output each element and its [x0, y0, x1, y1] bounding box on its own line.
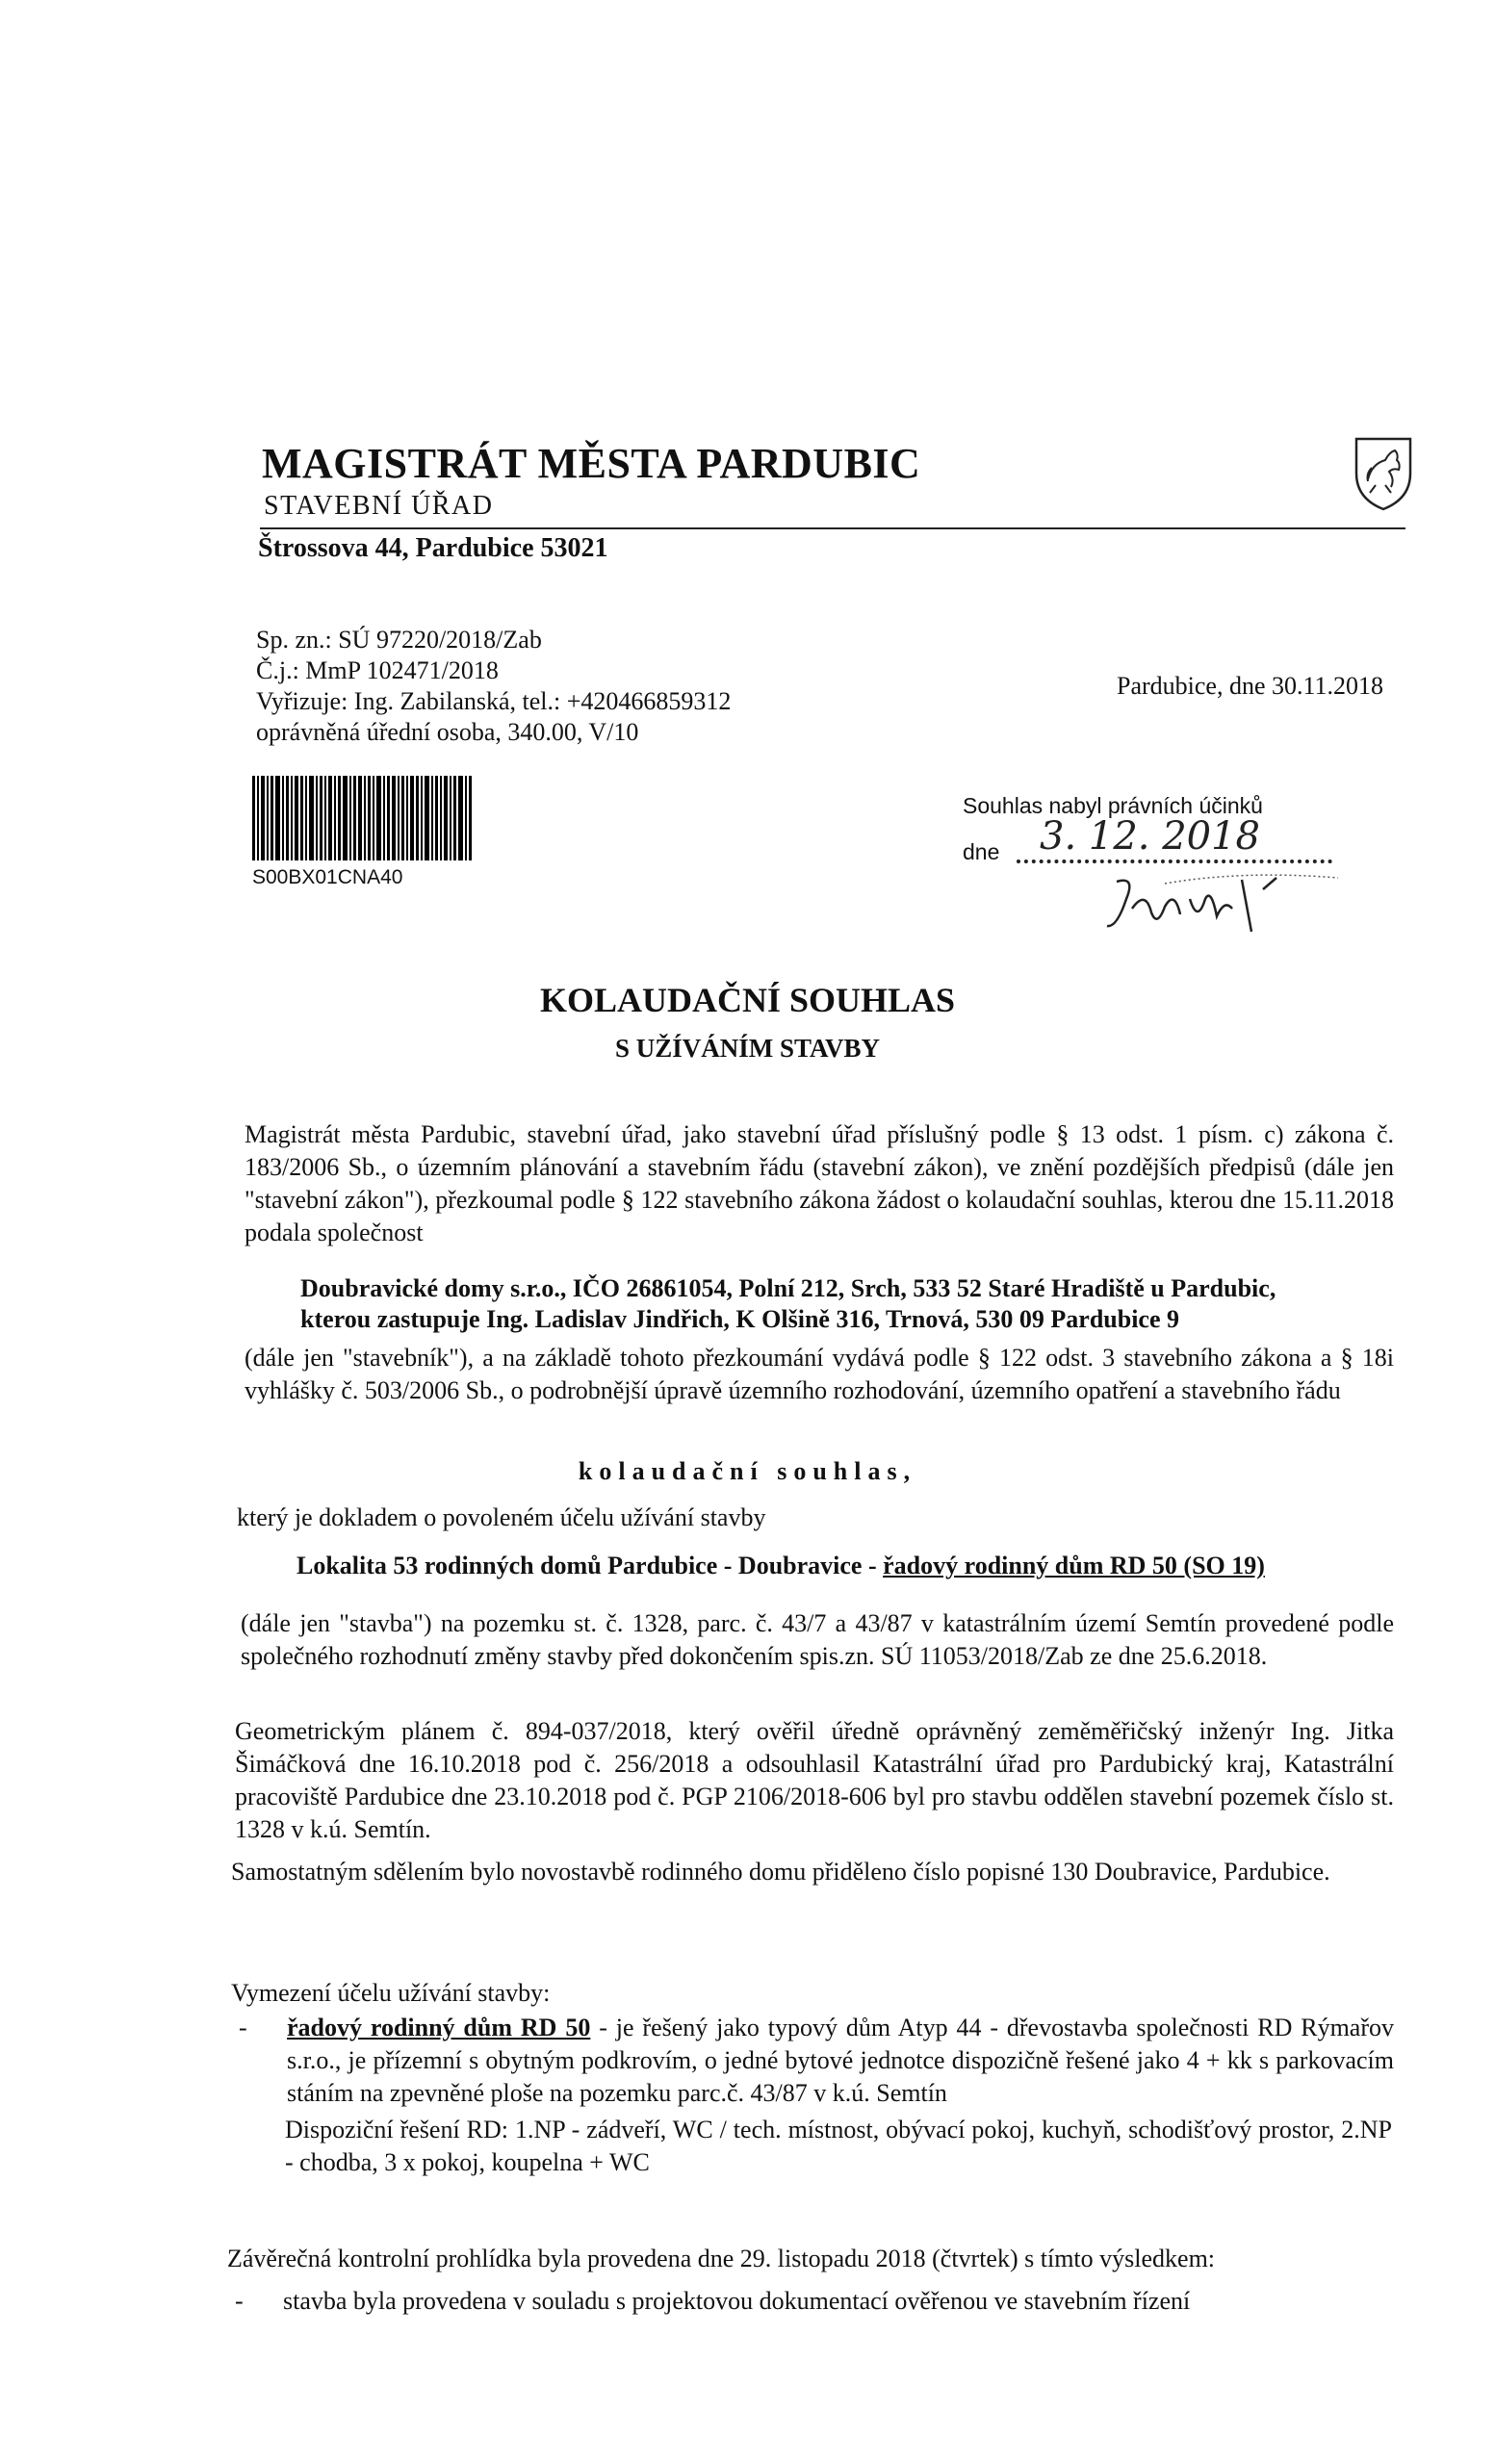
document-title: KOLAUDAČNÍ SOUHLAS: [539, 981, 956, 1019]
paragraph-stavba: (dále jen "stavba") na pozemku st. č. 1328, parc. č. 43/7 a 43/87 v katastrálním území Semtín provedené podle společného rozhodnutí změny stavby před dokončením spis.zn. SÚ 11053/2018/Zab ze dne 25.6.2018.: [241, 1609, 1394, 1670]
horse-coat-of-arms-icon: [1353, 435, 1414, 512]
header-org: MAGISTRÁT MĚSTA PARDUBIC: [262, 440, 921, 487]
ref-vyrizuje: Vyřizuje: Ing. Zabilanská, tel.: +420466859312: [256, 687, 732, 715]
stamp-dne-label: dne: [963, 839, 1000, 864]
bullet-marker: -: [235, 2287, 244, 2315]
building-type: řadový rodinný dům RD 50 (SO 19): [883, 1552, 1265, 1579]
result-text: stavba byla provedena v souladu s projektovou dokumentací ověřenou ve stavebním řízení: [283, 2287, 1191, 2315]
ref-spisova-znacka: Sp. zn.: SÚ 97220/2018/Zab: [256, 626, 542, 654]
header-rule: [260, 527, 1405, 529]
paragraph-geometricky-plan: Geometrickým plánem č. 894-037/2018, který ověřil úředně oprávněný zeměměřičský inženýr Ing. Jitka Šimáčková dne 16.10.2018 pod č. 256/2018 a odsouhlasil Katastrální úřad pro Pardubický kraj, Katastrální pracoviště Pardubice dne 23.10.2018 pod č. PGP 2106/2018-606 byl pro stavbu oddělen stavební pozemek číslo st. 1328 v k.ú. Semtín.: [235, 1717, 1394, 1843]
signature-icon: [1097, 870, 1348, 937]
applicant-line-2: kterou zastupuje Ing. Ladislav Jindřich, K Olšině 316, Trnová, 530 09 Pardubice 9: [300, 1305, 1179, 1333]
purpose-description: - je řešený jako typový dům Atyp 44 - dřevostavba společnosti RD Rýmařov s.r.o., je přízemní s obytným podkrovím, o jedné bytové jednotce dispozičně řešené jako 4 + kk s parkovacím stáním na zpevněné ploše na pozemku parc.č. 43/87 v k.ú. Semtín: [287, 2014, 1395, 2107]
purpose-item: [239, 2012, 1395, 2110]
building-name: [296, 1550, 1265, 1582]
document-subtitle: S UŽÍVÁNÍM STAVBY: [614, 1034, 881, 1063]
header-dept: STAVEBNÍ ÚŘAD: [264, 491, 494, 521]
stamp-dotted-line: [1017, 860, 1332, 863]
stamp-date-handwritten: 3. 12. 2018: [1040, 814, 1261, 859]
paragraph-stavebnik: (dále jen "stavebník"), a na základě tohoto přezkoumání vydává podle § 122 odst. 3 stavebního zákona a § 18i vyhlášky č. 503/2006 Sb., o podrobnější úpravě územního rozhodování, územního opatření a stavebního řádu: [245, 1344, 1394, 1404]
place-date: Pardubice, dne 30.11.2018: [1117, 672, 1384, 700]
result-item: [235, 2285, 1390, 2318]
purpose-heading: Vymezení účelu užívání stavby:: [231, 1979, 551, 2007]
decision-heading: kolaudační souhlas,: [578, 1457, 917, 1485]
paragraph-cislo-popisne: Samostatným sdělením bylo novostavbě rodinného domu přiděleno číslo popisné 130 Doubravice, Pardubice.: [231, 1858, 1330, 1886]
ref-cislo-jednaci: Č.j.: MmP 102471/2018: [256, 656, 499, 684]
stamp-label: Souhlas nabyl právních účinků: [963, 793, 1263, 818]
barcode-icon: [252, 776, 541, 860]
building-location: Lokalita 53 rodinných domů Pardubice - Doubravice -: [296, 1552, 884, 1579]
ref-opravnena-osoba: oprávněná úřední osoba, 340.00, V/10: [256, 718, 639, 746]
purpose-building: řadový rodinný dům RD 50: [287, 2014, 591, 2041]
barcode-code: S00BX01CNA40: [252, 866, 403, 888]
applicant-line-1: Doubravické domy s.r.o., IČO 26861054, Polní 212, Srch, 533 52 Staré Hradiště u Pardubic,: [300, 1274, 1276, 1302]
paragraph-dispozice: Dispoziční řešení RD: 1.NP - zádveří, WC / tech. místnost, obývací pokoj, kuchyň, schodišťový prostor, 2.NP - chodba, 3 x pokoj, koupelna + WC: [285, 2116, 1392, 2176]
bullet-marker: -: [239, 2014, 247, 2041]
paragraph-doklad: který je dokladem o povoleném účelu užívání stavby: [237, 1503, 766, 1531]
paragraph-intro: Magistrát města Pardubic, stavební úřad, jako stavební úřad příslušný podle § 13 odst. 1 písm. c) zákona č. 183/2006 Sb., o územním plánování a stavebním řádu (stavební zákon), ve znění pozdějších předpisů (dále jen "stavební zákon"), přezkoumal podle § 122 stavebního zákona žádost o kolaudační souhlas, kterou dne 15.11.2018 podala společnost: [245, 1120, 1394, 1246]
header-address: Štrossova 44, Pardubice 53021: [258, 533, 608, 563]
paragraph-kontrolni-prohlidka: Závěrečná kontrolní prohlídka byla provedena dne 29. listopadu 2018 (čtvrtek) s tímto výsledkem:: [227, 2245, 1216, 2272]
